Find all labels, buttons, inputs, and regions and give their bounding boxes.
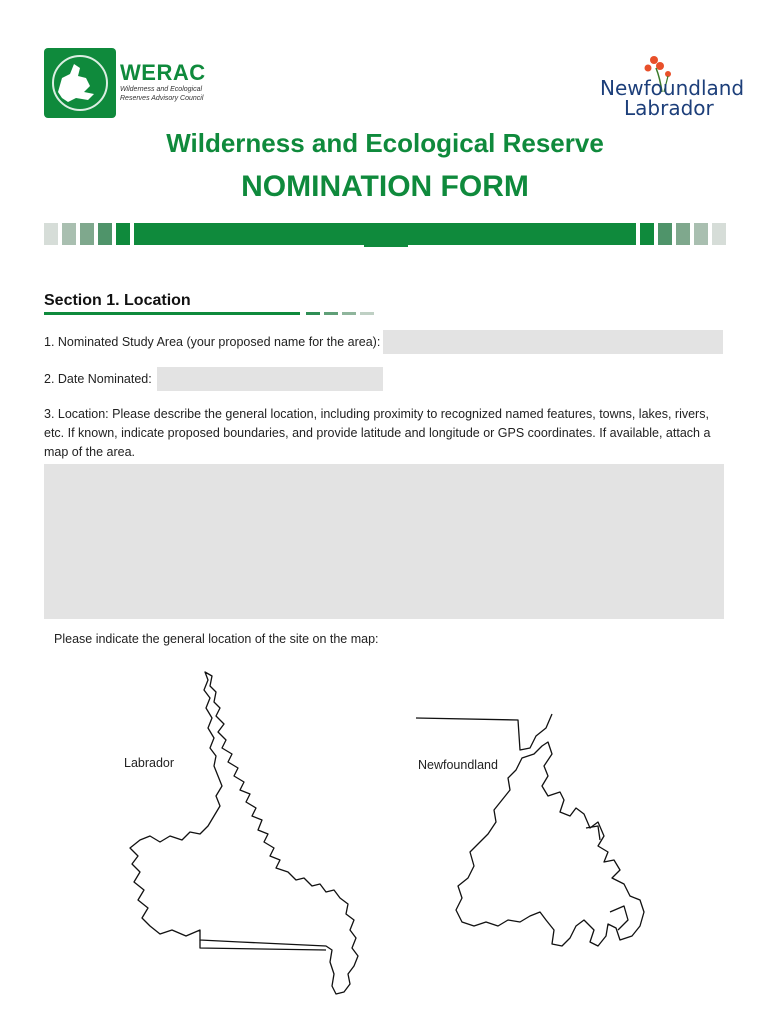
newfoundland-map-icon <box>416 714 644 946</box>
gov-logo-line2: Labrador <box>624 96 714 120</box>
gov-logo-line1: Newfoundland <box>600 76 745 100</box>
newfoundland-label: Newfoundland <box>418 758 498 772</box>
location-maps[interactable] <box>0 660 770 1024</box>
werac-logo-icon <box>44 48 116 118</box>
date-nominated-field[interactable] <box>157 367 383 391</box>
werac-subtitle: Wilderness and Ecological Reserves Advisory Council <box>120 86 204 102</box>
study-area-label: 1. Nominated Study Area (your proposed name for the area): <box>44 335 381 349</box>
section-title: Section 1. Location <box>44 292 191 309</box>
date-nominated-label: 2. Date Nominated: <box>44 372 152 386</box>
werac-wordmark: WERAC <box>120 60 206 85</box>
section-underline <box>44 312 384 316</box>
labrador-map-icon <box>130 672 358 994</box>
form-title-line2: NOMINATION FORM <box>241 170 529 203</box>
study-area-field[interactable] <box>383 330 723 354</box>
decorative-header-band <box>44 223 726 247</box>
location-description-field[interactable] <box>44 464 724 619</box>
form-title-line1: Wilderness and Ecological Reserve <box>166 128 604 158</box>
labrador-label: Labrador <box>124 756 175 770</box>
location-description-label: 3. Location: Please describe the general location, including proximity to recognized named features, towns, lakes, rivers, etc. If known, indicate proposed boundaries, and provide latitude and longitude or GPS coordinates. If available, attach a map of the area. <box>44 407 711 459</box>
map-prompt: Please indicate the general location of the site on the map: <box>54 632 379 646</box>
